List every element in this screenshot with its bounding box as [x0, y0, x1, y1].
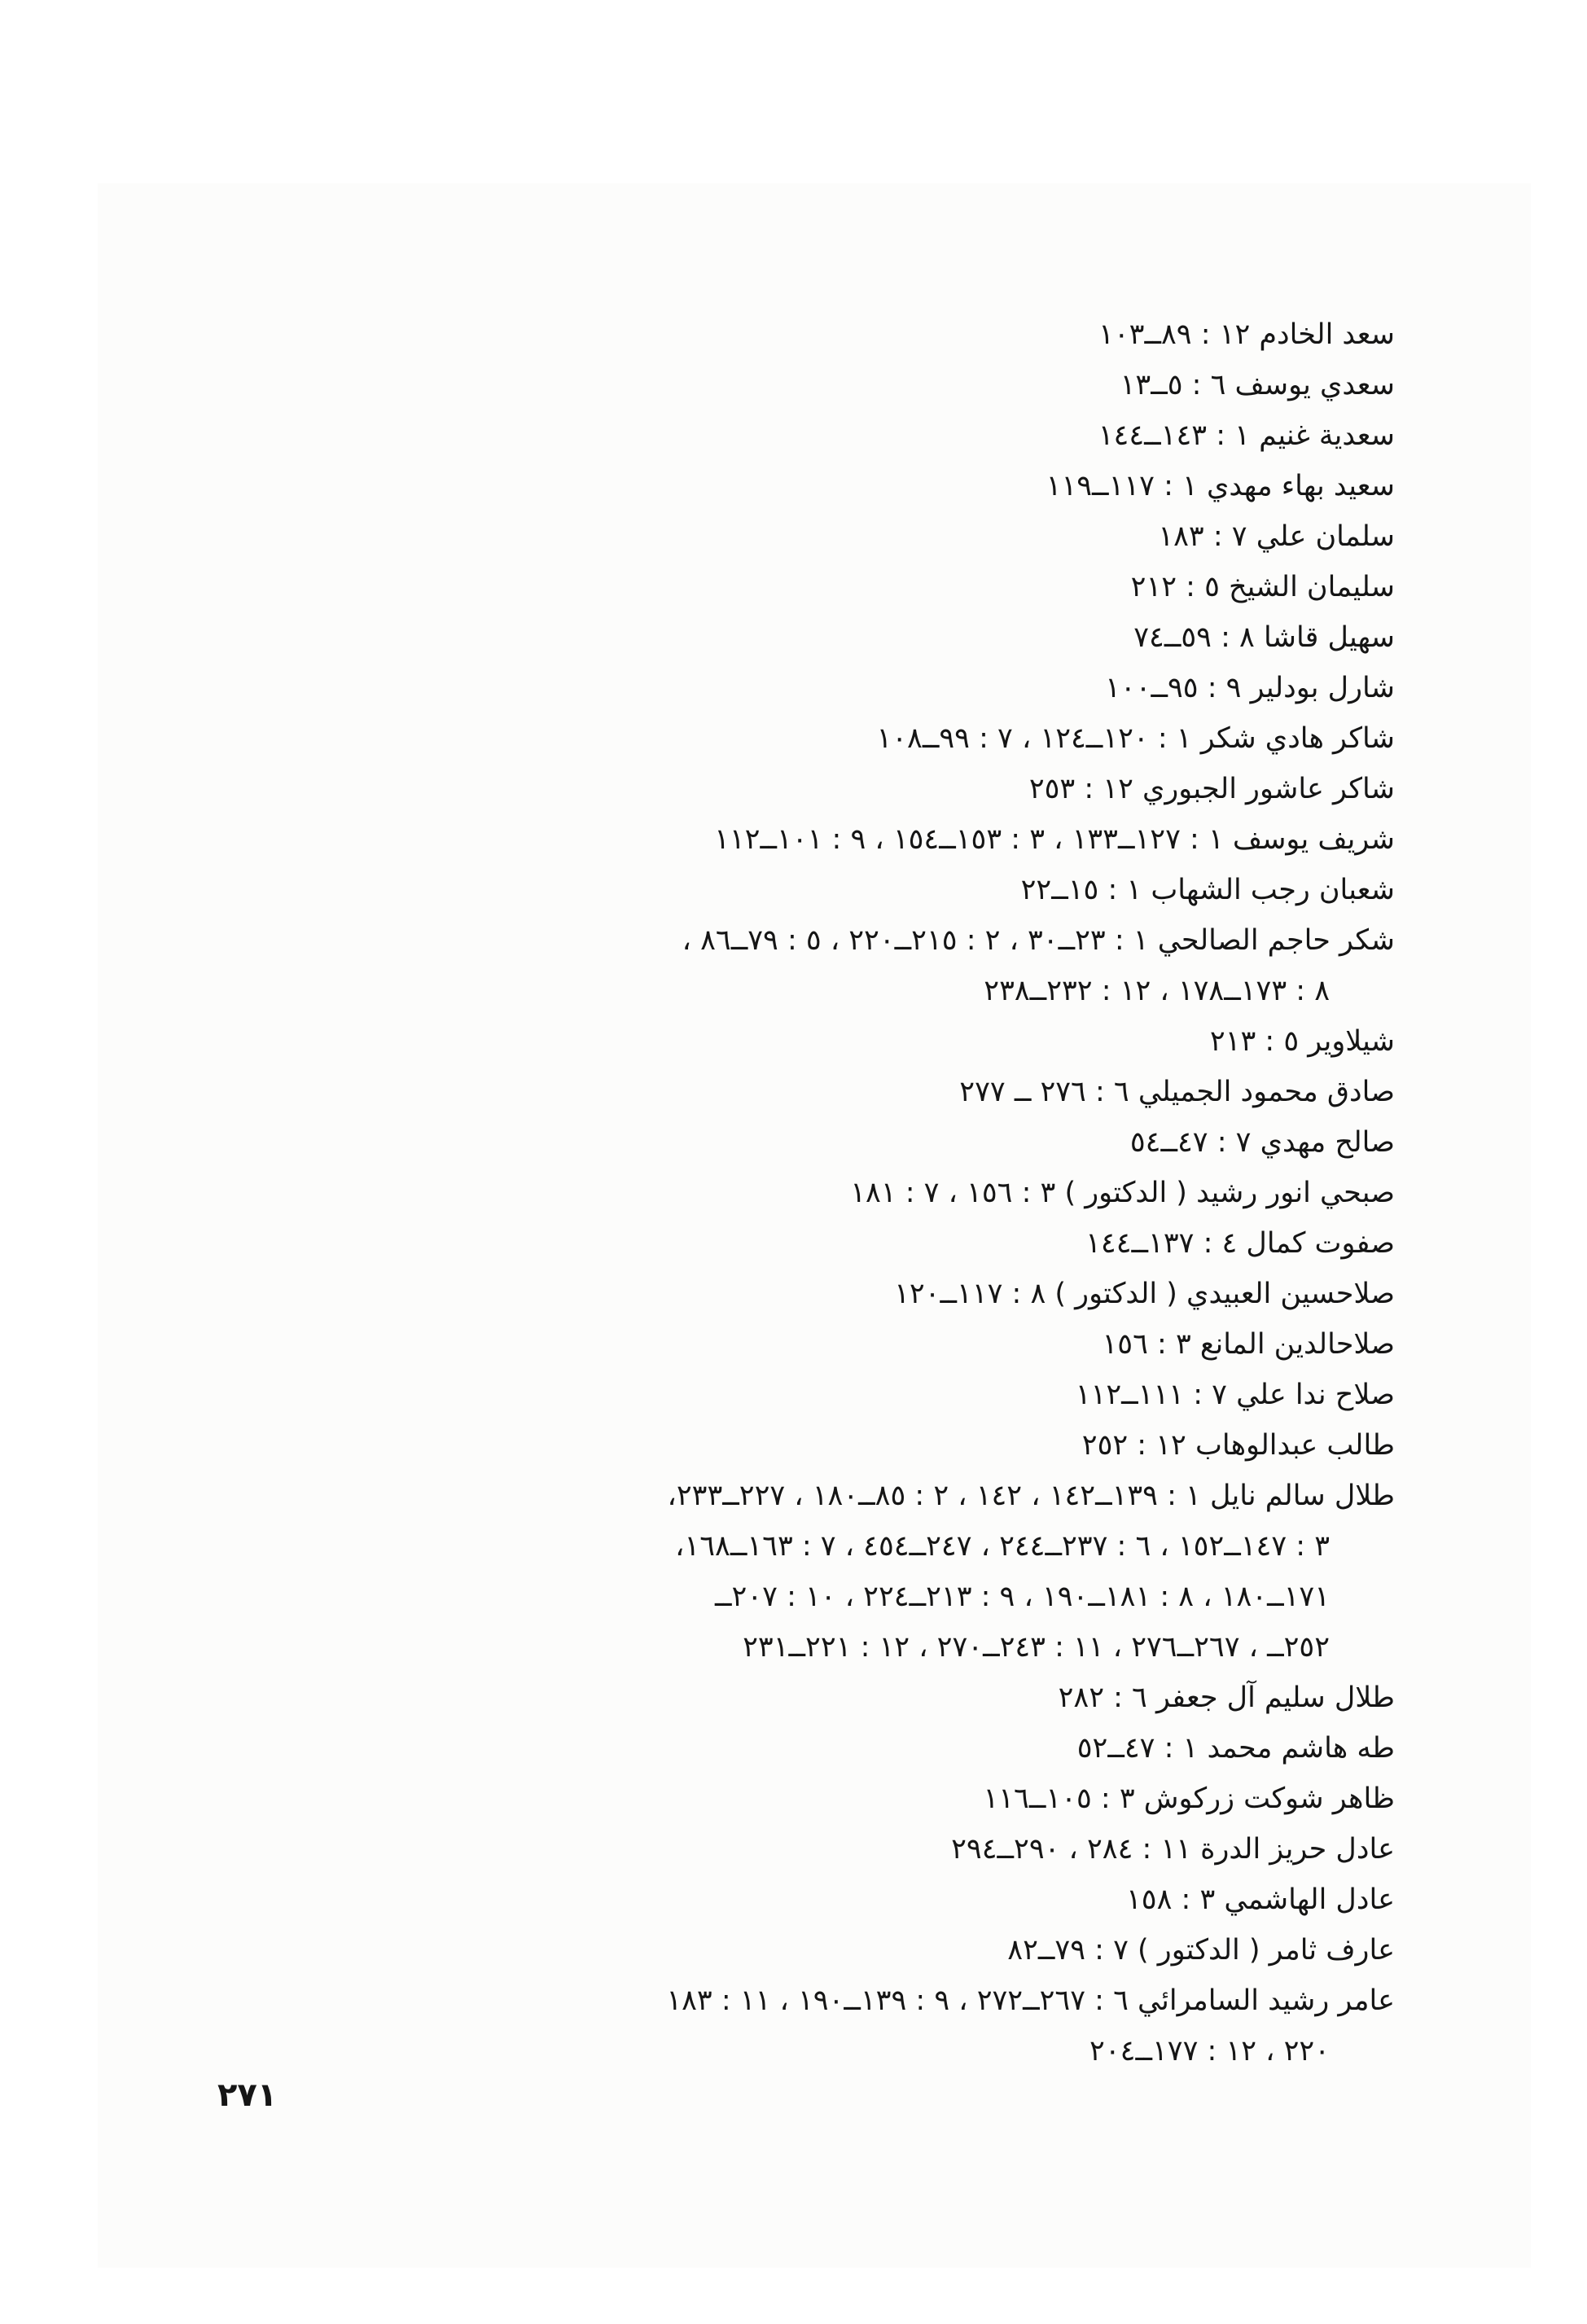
index-entry [326, 814, 1395, 865]
index-entry-text: سعد الخادم ١٢ : ٨٩ــ١٠٣ [1098, 318, 1395, 351]
index-entry-text: شكر حاجم الصالحي ١ : ٢٣ــ٣٠ ، ٢ : ٢١٥ــ٢٢٠ ، ٥ : ٧٩ــ٨٦ ، [682, 924, 1395, 957]
index-entry [326, 1117, 1395, 1168]
index-entry-continuation: ٣ : ١٤٧ــ١٥٢ ، ٦ : ٢٣٧ــ٢٤٤ ، ٢٤٧ــ٤٥٤ ، ٧ : ١٦٣ــ١٦٨، [675, 1530, 1330, 1563]
index-entry-text: عامر رشيد السامرائي ٦ : ٢٦٧ــ٢٧٢ ، ٩ : ١٣٩ــ١٩٠ ، ١١ : ١٨٣ [666, 1984, 1395, 2017]
index-entry-text: طلال سليم آل جعفر ٦ : ٢٨٢ [1058, 1682, 1395, 1714]
index-entry-text: شيلاوير ٥ : ٢١٣ [1209, 1025, 1395, 1058]
index-entry-text: سهيل قاشا ٨ : ٥٩ــ٧٤ [1133, 621, 1395, 654]
index-entry-text: سعدية غنيم ١ : ١٤٣ــ١٤٤ [1098, 419, 1395, 452]
index-entry-text: شريف يوسف ١ : ١٢٧ــ١٣٣ ، ٣ : ١٥٣ــ١٥٤ ، ٩ : ١٠١ــ١١٢ [714, 823, 1395, 856]
index-entry-continuation: ٨ : ١٧٣ــ١٧٨ ، ١٢ : ٢٣٢ــ٢٣٨ [984, 975, 1330, 1007]
index-entry-text: سليمان الشيخ ٥ : ٢١٢ [1130, 571, 1395, 603]
index-entry [326, 1925, 1395, 1975]
index-entry-text: صلاحالدين المانع ٣ : ١٥٦ [1102, 1328, 1395, 1361]
index-entry-text: سعدي يوسف ٦ : ٥ــ١٣ [1120, 369, 1395, 401]
index-entry-text: صلاحسين العبيدي ( الدكتور ) ٨ : ١١٧ــ١٢٠ [894, 1278, 1395, 1310]
index-entry-continuation: ١٧١ــ١٨٠ ، ٨ : ١٨١ــ١٩٠ ، ٩ : ٢١٣ــ٢٢٤ ، ١٠ : ٢٠٧ــ [715, 1581, 1330, 1613]
index-entry-text: شاكر عاشور الجبوري ١٢ : ٢٥٣ [1028, 773, 1395, 805]
index-entry [326, 915, 1395, 1016]
index-entry [326, 1471, 1395, 1673]
index-entry-text: ظاهر شوكت زركوش ٣ : ١٠٥ــ١١٦ [983, 1782, 1395, 1815]
index-entry [326, 1875, 1395, 1925]
index-entry-text: شاكر هادي شكر ١ : ١٢٠ــ١٢٤ ، ٧ : ٩٩ــ١٠٨ [876, 722, 1395, 755]
index-entry [326, 1975, 1395, 2076]
index-entry [326, 1673, 1395, 1723]
index-entry [326, 713, 1395, 764]
index-entry [326, 865, 1395, 915]
index-entry-text: صفوت كمال ٤ : ١٣٧ــ١٤٤ [1085, 1227, 1395, 1260]
index-entry [326, 1269, 1395, 1319]
index-entry [326, 1016, 1395, 1067]
index-entry [326, 1370, 1395, 1420]
index-entry-text: صالح مهدي ٧ : ٤٧ــ٥٤ [1129, 1126, 1395, 1159]
index-entry [326, 309, 1395, 360]
index-entry [326, 1218, 1395, 1269]
index-page [98, 183, 1531, 2268]
index-entry [326, 410, 1395, 461]
index-entry-text: شعبان رجب الشهاب ١ : ١٥ــ٢٢ [1020, 874, 1395, 906]
index-entry-text: صبحي انور رشيد ( الدكتور ) ٣ : ١٥٦ ، ٧ : ١٨١ [850, 1177, 1395, 1209]
index-entry-continuation: ٢٢٠ ، ١٢ : ١٧٧ــ٢٠٤ [1089, 2035, 1330, 2067]
index-entry [326, 1824, 1395, 1875]
index-entry [326, 1723, 1395, 1774]
index-entry [326, 764, 1395, 814]
index-entry [326, 511, 1395, 562]
index-entry [326, 1168, 1395, 1218]
index-entry [326, 360, 1395, 410]
index-entry [326, 1067, 1395, 1117]
index-entry [326, 612, 1395, 663]
index-entry-text: عادل حريز الدرة ١١ : ٢٨٤ ، ٢٩٠ــ٢٩٤ [951, 1833, 1395, 1866]
index-entry-text: سلمان علي ٧ : ١٨٣ [1158, 520, 1395, 553]
index-entry-text: شارل بودلير ٩ : ٩٥ــ١٠٠ [1105, 672, 1395, 704]
index-entry-text: سعيد بهاء مهدي ١ : ١١٧ــ١١٩ [1046, 470, 1395, 502]
index-entry [326, 562, 1395, 612]
index-entry-text: صادق محمود الجميلي ٦ : ٢٧٦ ــ ٢٧٧ [959, 1076, 1395, 1108]
index-entry-text: عادل الهاشمي ٣ : ١٥٨ [1126, 1883, 1395, 1916]
index-entry-text: عارف ثامر ( الدكتور ) ٧ : ٧٩ــ٨٢ [1007, 1934, 1395, 1967]
index-entry [326, 461, 1395, 511]
index-entry-continuation: ٢٥٢ــ ، ٢٦٧ــ٢٧٦ ، ١١ : ٢٤٣ــ٢٧٠ ، ١٢ : ٢٢١ــ٢٣١ [743, 1631, 1330, 1664]
page-number: ٢٧١ [217, 2076, 278, 2114]
index-entry-text: طالب عبدالوهاب ١٢ : ٢٥٢ [1081, 1429, 1395, 1462]
index-entry-text: صلاح ندا علي ٧ : ١١١ــ١١٢ [1075, 1379, 1395, 1411]
index-entry [326, 1319, 1395, 1370]
author-index-list [326, 309, 1395, 2076]
index-entry [326, 1774, 1395, 1824]
index-entry-text: طه هاشم محمد ١ : ٤٧ــ٥٢ [1076, 1732, 1395, 1765]
index-entry [326, 1420, 1395, 1471]
index-entry-text: طلال سالم نايل ١ : ١٣٩ــ١٤٢ ، ١٤٢ ، ٢ : ٨٥ــ١٨٠ ، ٢٢٧ــ٢٣٣، [667, 1480, 1395, 1512]
index-entry [326, 663, 1395, 713]
